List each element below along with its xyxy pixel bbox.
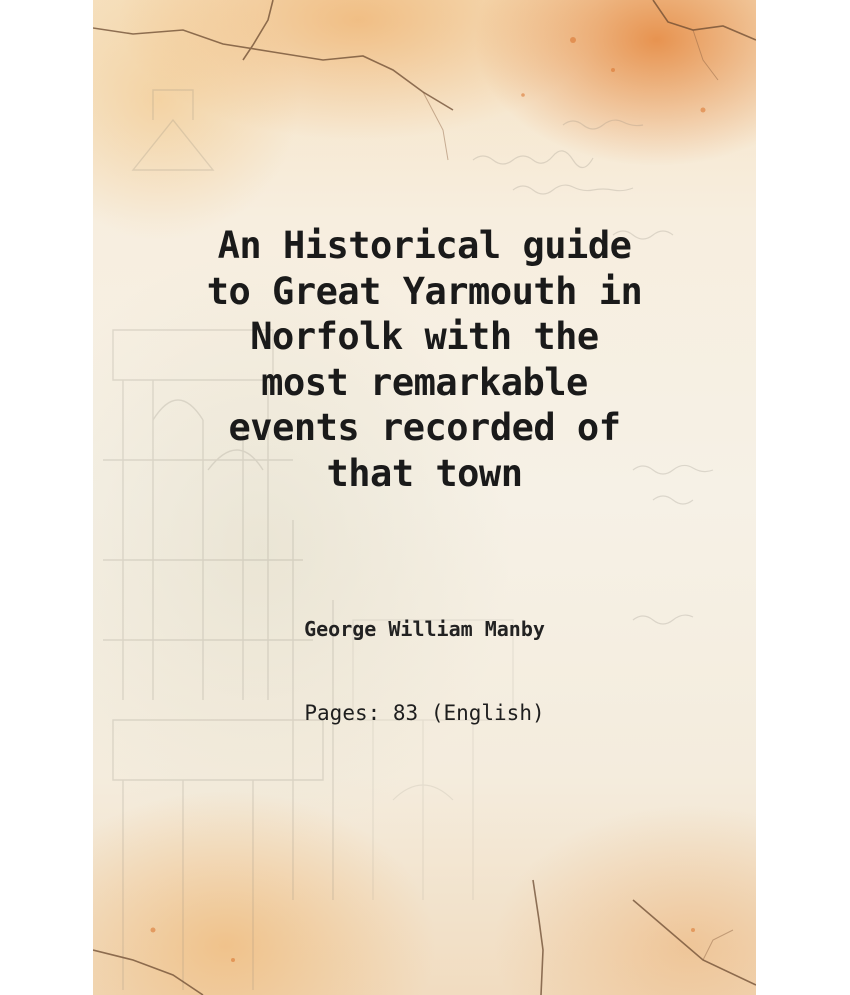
cover-background-artwork bbox=[93, 0, 756, 995]
book-title-line: that town bbox=[326, 451, 523, 495]
book-cover bbox=[93, 0, 756, 995]
book-title-line: to Great Yarmouth in bbox=[206, 269, 643, 313]
book-author: George William Manby bbox=[304, 617, 545, 641]
book-title bbox=[93, 223, 756, 496]
book-title-line: events recorded of bbox=[228, 406, 621, 449]
page-count-language: Pages: 83 (English) bbox=[304, 701, 545, 725]
book-title-line: An Historical guide bbox=[217, 224, 632, 267]
book-title-line: most remarkable bbox=[261, 360, 588, 404]
book-title-line: Norfolk with the bbox=[250, 315, 599, 358]
